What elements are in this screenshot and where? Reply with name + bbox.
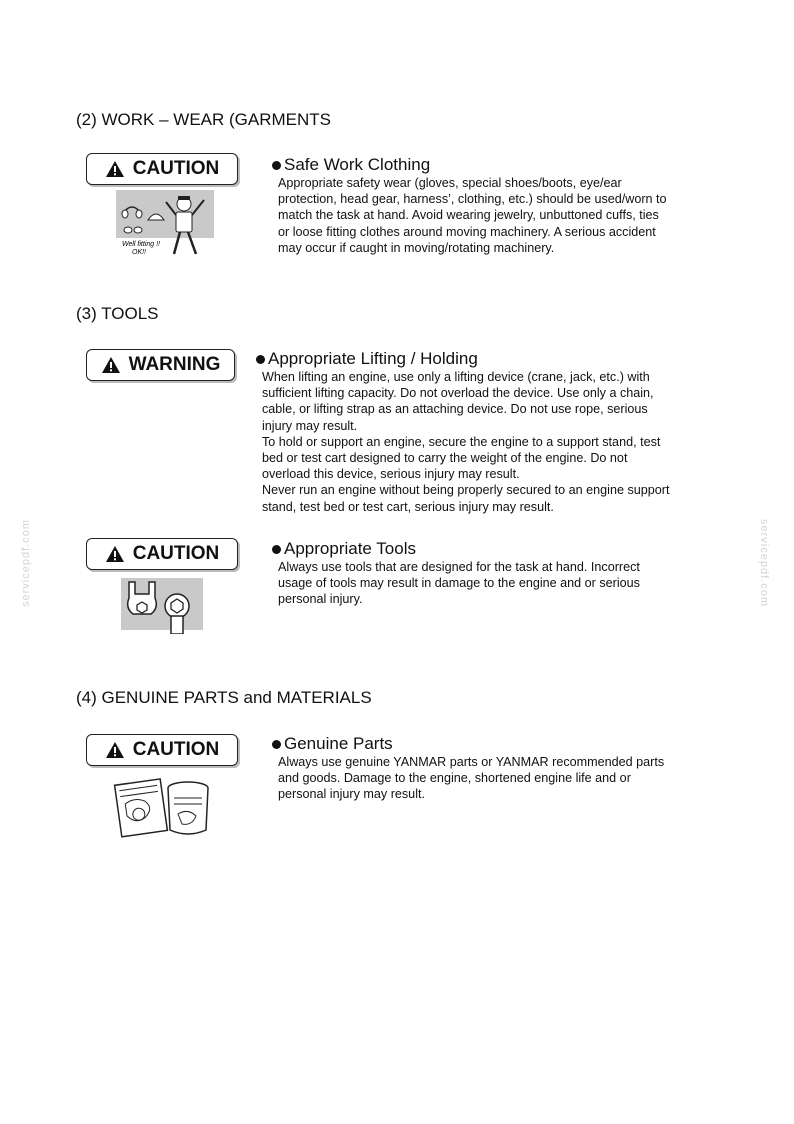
safe-work-clothing-item <box>272 155 742 256</box>
item-title: Genuine Parts <box>284 734 393 753</box>
bullet-icon <box>272 545 281 554</box>
lifting-holding-item <box>256 349 746 515</box>
section-heading-genuine-parts: (4) GENUINE PARTS and MATERIALS <box>76 688 372 707</box>
wrench-illustration <box>121 578 203 634</box>
watermark-right: servicepdf.com <box>757 519 770 607</box>
caution-sign <box>86 538 238 570</box>
item-body: When lifting an engine, use only a lifting device (crane, jack, etc.) with sufficient lifting capacity. Do not overload the device. Use only a chain, cable, or lifting strap as an attaching device. Do not use rope, serious injury may result. To hold or support an engine, secure the engine to a support stand, test bed or test cart designed to carry the weight of the engine. Do not overload this device, serious injury may result. Never run an engine without being properly secured to an engine support stand, test bed or test cart, serious injury may result. <box>262 370 670 514</box>
warning-triangle-icon <box>105 741 125 759</box>
caution-sign <box>86 734 238 766</box>
item-body: Always use genuine YANMAR parts or YANMAR recommended parts and goods. Damage to the engine, shortened engine life and or personal injury may result. <box>278 755 665 802</box>
watermark-left: servicepdf.com <box>19 519 32 607</box>
bullet-icon <box>272 161 281 170</box>
bullet-icon <box>256 355 265 364</box>
warning-sign <box>86 349 235 381</box>
caution-sign <box>86 153 238 185</box>
item-body: Always use tools that are designed for the task at hand. Incorrect usage of tools may result in damage to the engine and or serious personal injury. <box>278 560 640 607</box>
sign-label: WARNING <box>128 354 221 375</box>
genuine-parts-item <box>272 734 742 803</box>
warning-triangle-icon <box>105 545 125 563</box>
picture-caption-1: Well fitting !! <box>122 241 160 248</box>
warning-triangle-icon <box>101 356 121 374</box>
item-title: Appropriate Lifting / Holding <box>268 349 478 368</box>
item-title: Safe Work Clothing <box>284 155 431 174</box>
sign-label: CAUTION <box>132 739 220 760</box>
sign-label: CAUTION <box>132 543 220 564</box>
item-body: Appropriate safety wear (gloves, special shoes/boots, eye/ear protection, head gear, harness’, clothing, etc.) should be used/worn to match the task at hand. Avoid wearing jewelry, unbuttoned cuffs, ties or loose fitting clothes around moving machinery. A serious accident may occur if caught in moving/rotating machinery. <box>278 176 667 255</box>
section-heading-tools: (3) TOOLS <box>76 304 159 323</box>
item-title: Appropriate Tools <box>284 539 416 558</box>
bullet-icon <box>272 740 281 749</box>
picture-caption-2: OK!! <box>132 249 147 256</box>
genuine-parts-illustration <box>108 774 212 838</box>
work-wear-illustration <box>116 190 214 260</box>
section-heading-work-wear: (2) WORK – WEAR (GARMENTS <box>76 110 332 129</box>
warning-triangle-icon <box>105 160 125 178</box>
appropriate-tools-item <box>272 539 742 608</box>
sign-label: CAUTION <box>132 158 220 179</box>
